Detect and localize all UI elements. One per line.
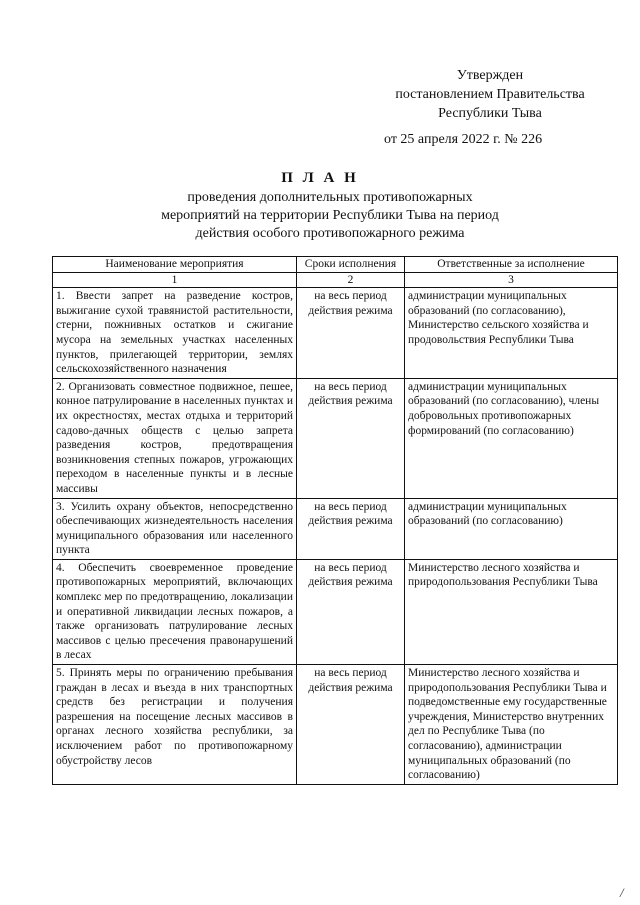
activity-cell: 2. Организовать совместное подвижное, пешее, конное патрулирование в населенных пунктах и их окрестностях, местах отдыха и территорий садово-дачных обществ с целью запрета разведения костров, предотвращения возникновения степных пожаров, угрожающих переходом в населенные пункты и в лесные массивы — [53, 378, 297, 498]
activity-cell: 4. Обеспечить своевременное проведение противопожарных мероприятий, включающих комплекс мер по предотвращению, локализации и оперативной ликвидации лесных пожаров, а также организовать патрулирование лесных массивов с целью пресечения правонарушений в лесах — [53, 559, 297, 664]
responsible-cell: администрации муниципальных образований (по согласованию), Министерство сельского хозяйства и продовольствия Республики Тыва — [405, 288, 618, 379]
table-row — [53, 498, 618, 559]
column-number: 2 — [297, 272, 405, 288]
activity-cell: 3. Усилить охрану объектов, непосредственно обеспечивающих жизнедеятельность населения муниципального образования или населенного пункта — [53, 498, 297, 559]
plan-subtitle-line-2: мероприятий на территории Республики Тыва на период — [161, 208, 499, 223]
table-column-number-row — [53, 272, 618, 288]
column-number: 3 — [405, 272, 618, 288]
plan-title: П Л А Н — [281, 170, 359, 186]
table-row — [53, 559, 618, 664]
header-activity: Наименование мероприятия — [53, 257, 297, 273]
plan-table — [52, 256, 618, 785]
page-handwritten-mark: / — [620, 885, 624, 900]
deadline-cell: на весь период действия режима — [297, 559, 405, 664]
plan-subtitle — [140, 189, 520, 243]
responsible-cell: администрации муниципальных образований (по согласованию), члены добровольных противопожарных формирований (по согласованию) — [405, 378, 618, 498]
header-deadline: Сроки исполнения — [297, 257, 405, 273]
table-row — [53, 665, 618, 785]
deadline-cell: на весь период действия режима — [297, 288, 405, 379]
activity-cell: 5. Принять меры по ограничению пребывания граждан в лесах и въезда в них транспортных средств без регистрации и получения разрешения на посещение лесных массивов в органах лесного хозяйства республики, за исключением работ по противопожарному обустройству лесов — [53, 665, 297, 785]
deadline-cell: на весь период действия режима — [297, 378, 405, 498]
deadline-cell: на весь период действия режима — [297, 665, 405, 785]
deadline-cell: на весь период действия режима — [297, 498, 405, 559]
approval-date: от 25 апреля 2022 г. № 226 — [384, 132, 543, 147]
header-responsible: Ответственные за исполнение — [405, 257, 618, 273]
table-row — [53, 288, 618, 379]
responsible-cell: Министерство лесного хозяйства и природопользования Республики Тыва — [405, 559, 618, 664]
responsible-cell: Министерство лесного хозяйства и природопользования Республики Тыва и подведомственные ему государственные учреждения, Министерство внутренних дел по Республике Тыва (по согласованию), администрации муниципальных образований (по согласованию) — [405, 665, 618, 785]
responsible-cell: администрации муниципальных образований (по согласованию) — [405, 498, 618, 559]
table-header-row — [53, 257, 618, 273]
plan-subtitle-line-1: проведения дополнительных противопожарных — [187, 190, 473, 205]
table-row — [53, 378, 618, 498]
plan-subtitle-line-3: действия особого противопожарного режима — [195, 226, 465, 241]
approval-block — [370, 66, 610, 123]
approval-line-republic: Республики Тыва — [438, 106, 542, 121]
approval-line-approved: Утвержден — [456, 68, 524, 83]
activity-cell: 1. Ввести запрет на разведение костров, выжигание сухой травянистой растительности, стерни, пожнивных остатков и сжигание мусора на земельных участках населенных пунктов, прилегающей территории, землях сельскохозяйственного назначения — [53, 288, 297, 379]
approval-line-resolution: постановлением Правительства — [395, 87, 585, 102]
column-number: 1 — [53, 272, 297, 288]
